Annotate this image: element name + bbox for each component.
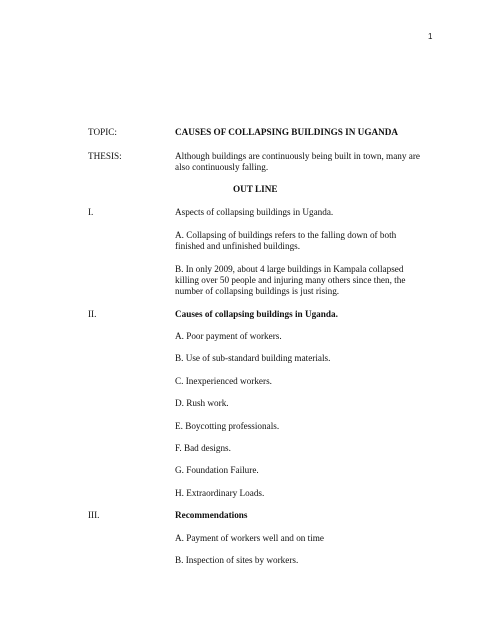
list-item: G. Foundation Failure.: [175, 465, 259, 475]
paragraph-line: A. Collapsing of buildings refers to the falling down of both: [175, 230, 397, 240]
paragraph-line: B. In only 2009, about 4 large buildings in Kampala collapsed: [175, 264, 404, 274]
section-numeral: II.: [88, 309, 97, 319]
list-item: F. Bad designs.: [175, 443, 231, 453]
thesis-line-2: also continuously falling.: [175, 162, 269, 172]
list-item: A. Poor payment of workers.: [175, 331, 282, 341]
paragraph-line: finished and unfinished buildings.: [175, 241, 301, 251]
list-item: B. Inspection of sites by workers.: [175, 555, 299, 565]
section-numeral: I.: [88, 207, 94, 217]
paragraph-line: number of collapsing buildings is just rising.: [175, 286, 340, 296]
thesis-label: THESIS:: [88, 151, 122, 161]
list-item: C. Inexperienced workers.: [175, 376, 272, 386]
list-item: B. Use of sub-standard building materials.: [175, 353, 331, 363]
section-heading: Recommendations: [175, 510, 248, 520]
outline-heading: OUT LINE: [233, 184, 278, 194]
section-heading: Causes of collapsing buildings in Uganda.: [175, 309, 338, 319]
section-numeral: III.: [88, 510, 100, 520]
section-heading: Aspects of collapsing buildings in Uganda.: [175, 207, 334, 217]
list-item: E. Boycotting professionals.: [175, 421, 280, 431]
list-item: H. Extraordinary Loads.: [175, 488, 265, 498]
topic-label: TOPIC:: [88, 127, 117, 137]
list-item: D. Rush work.: [175, 398, 229, 408]
paragraph-line: killing over 50 people and injuring many others since then, the: [175, 275, 406, 285]
page-number: 1: [428, 32, 433, 41]
list-item: A. Payment of workers well and on time: [175, 533, 325, 543]
thesis-line-1: Although buildings are continuously being built in town, many are: [175, 151, 420, 161]
topic-value: CAUSES OF COLLAPSING BUILDINGS IN UGANDA: [175, 127, 399, 137]
